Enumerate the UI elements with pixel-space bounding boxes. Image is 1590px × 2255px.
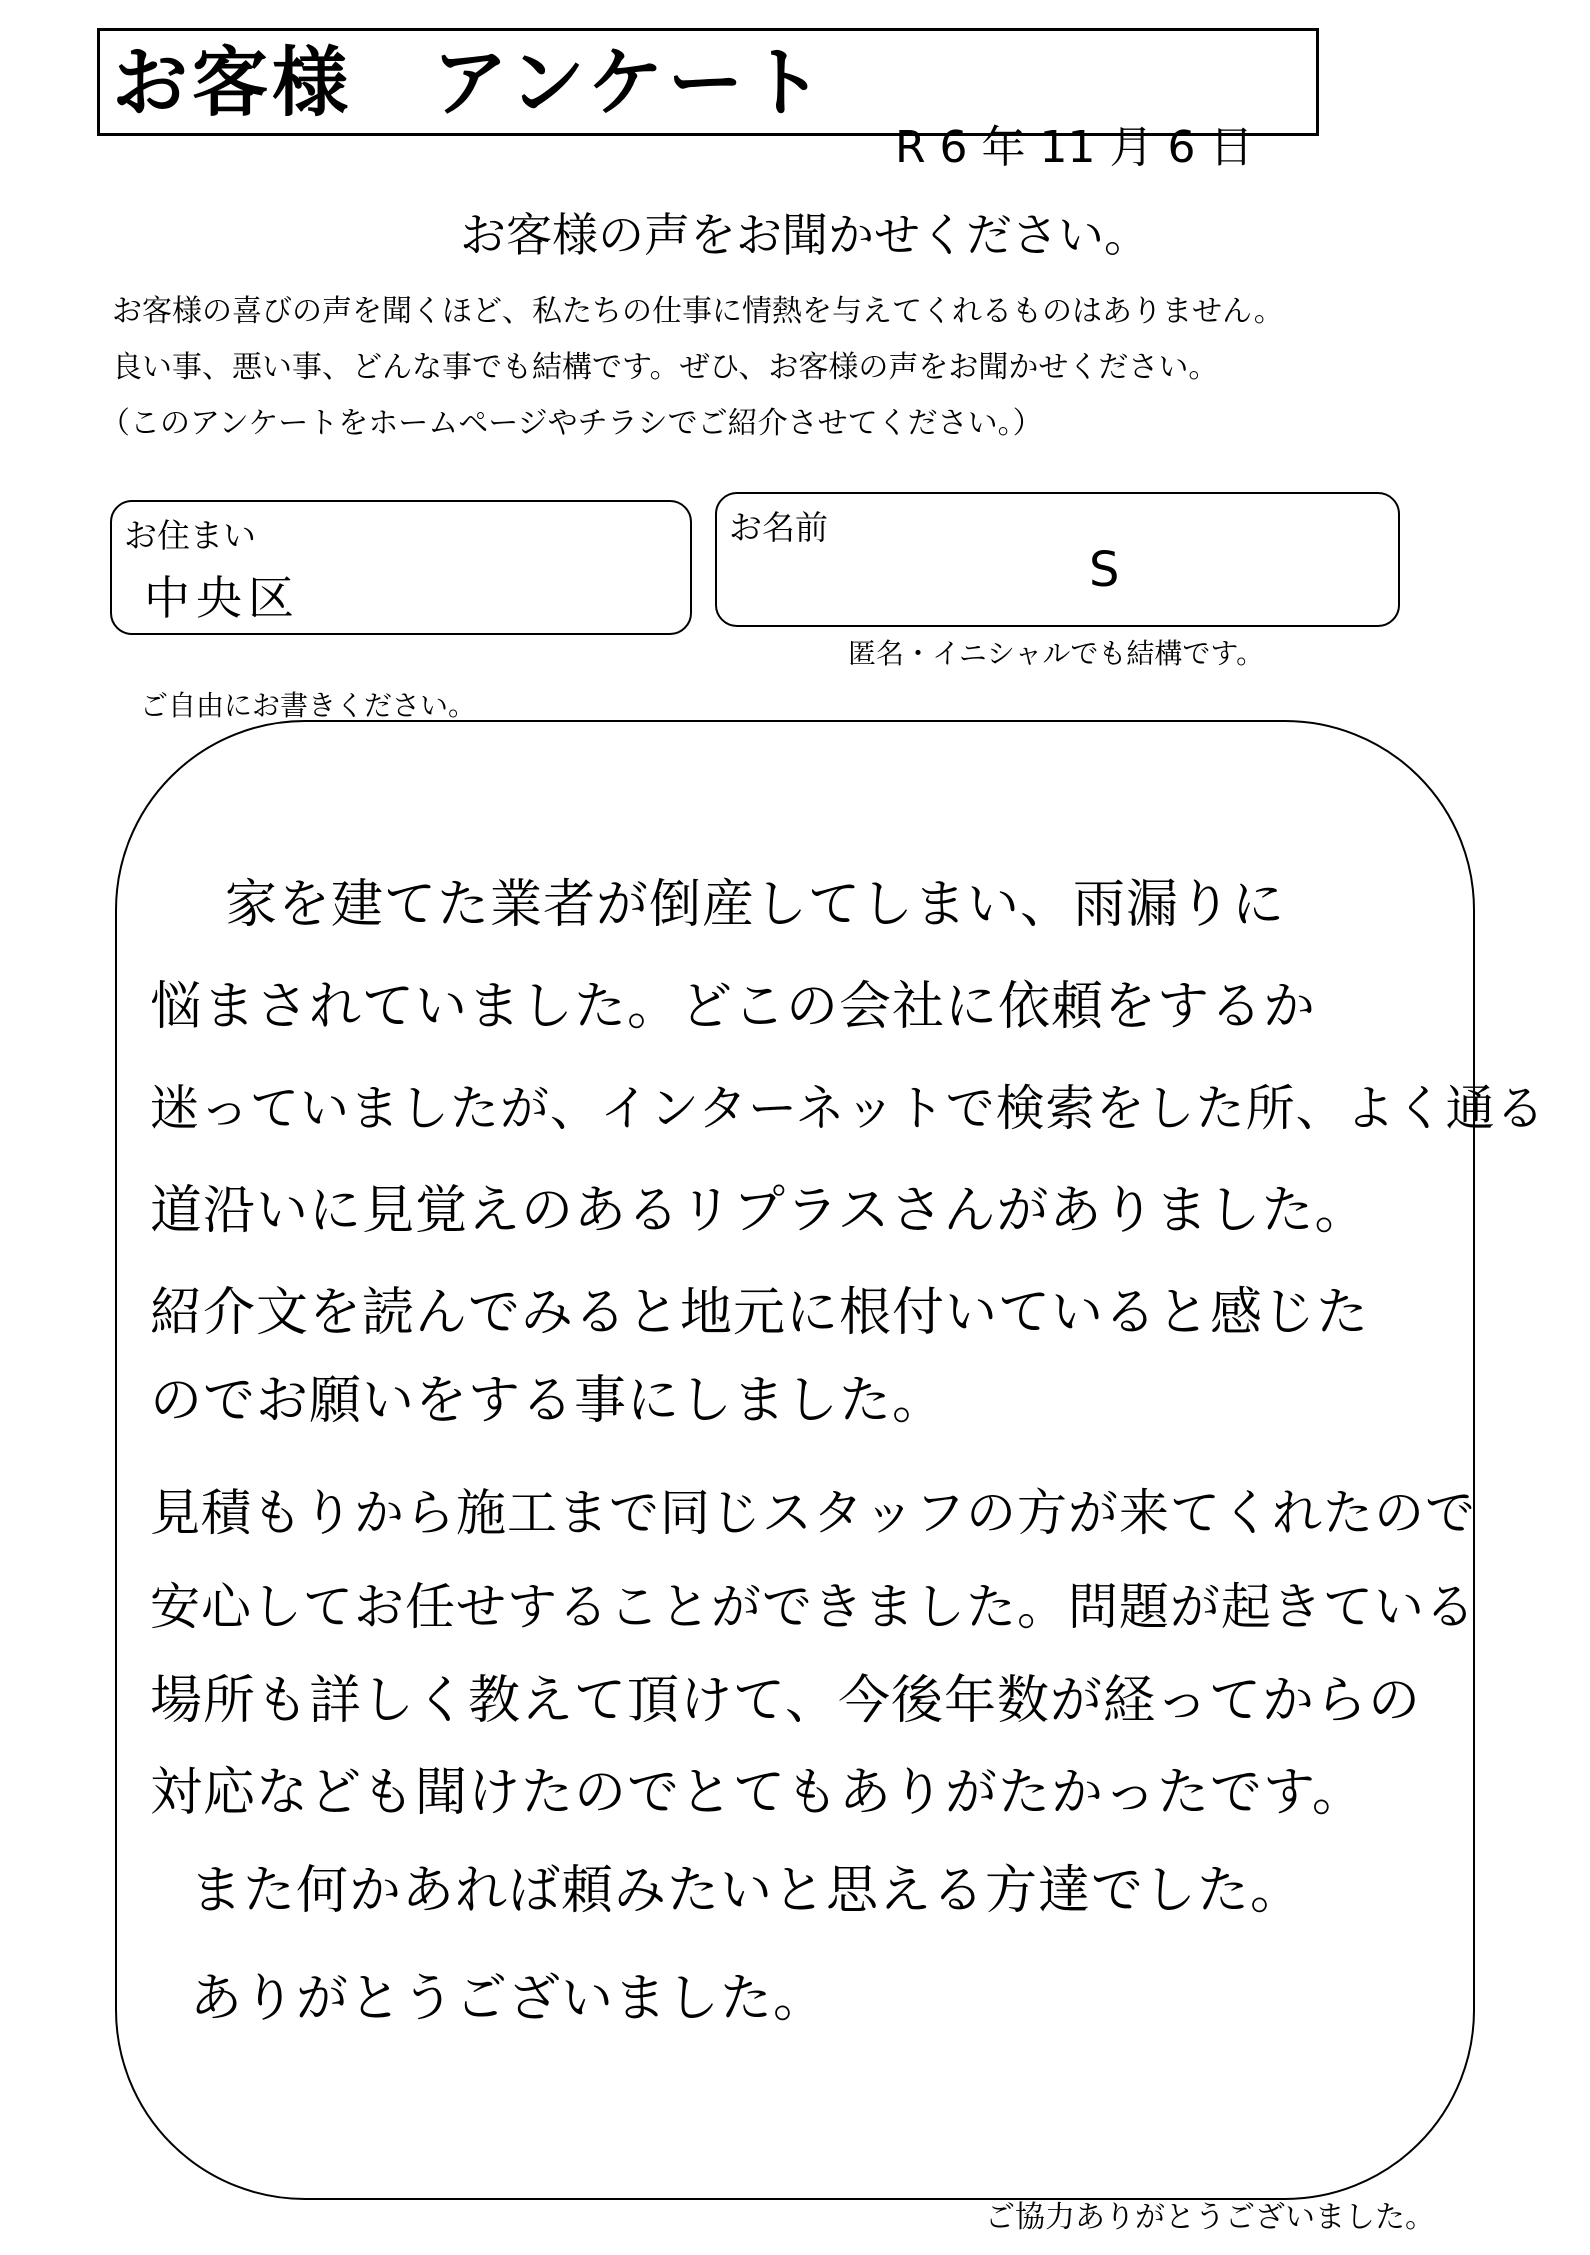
comment-line-1: 家を建てた業者が倒産してしまい、雨漏りに xyxy=(225,875,1286,935)
intro-line-2: 良い事、悪い事、どんな事でも結構です。ぜひ、お客様の声をお聞かせください。 xyxy=(112,350,1219,385)
comment-line-5: 紹介文を読んでみると地元に根付いていると感じた xyxy=(150,1283,1370,1343)
residence-label: お住まい xyxy=(124,516,256,555)
comment-line-8: 安心してお任せすることができました。問題が起きている xyxy=(150,1578,1476,1636)
comment-line-6: のでお願いをする事にしました。 xyxy=(150,1371,946,1431)
comment-line-3: 迷っていましたが、インターネットで検索をした所、よく通る xyxy=(150,1080,1546,1137)
residence-value: 中央区 xyxy=(144,571,300,625)
survey-date: R 6 年 11 月 6 日 xyxy=(895,122,1254,173)
subtitle: お客様の声をお聞かせください。 xyxy=(460,208,1150,262)
intro-line-1: お客様の喜びの声を聞くほど、私たちの仕事に情熱を与えてくれるものはありません。 xyxy=(112,294,1284,329)
comment-line-11: また何かあれば頼みたいと思える方達でした。 xyxy=(190,1861,1304,1921)
comment-line-10: 対応なども聞けたのでとてもありがたかったです。 xyxy=(150,1763,1365,1823)
comment-line-12: ありがとうございました。 xyxy=(190,1969,827,2029)
free-comment-label: ご自由にお書きください。 xyxy=(140,689,477,722)
comment-line-7: 見積もりから施工まで同じスタッフの方が来てくれたので xyxy=(150,1484,1476,1542)
name-box xyxy=(715,492,1400,627)
residence-box xyxy=(110,500,692,635)
anonymous-note: 匿名・イニシャルでも結構です。 xyxy=(848,637,1265,670)
comment-line-9: 場所も詳しく教えて頂けて、今後年数が経ってからの xyxy=(150,1671,1421,1731)
intro-line-3: （このアンケートをホームページやチラシでご紹介させてください。） xyxy=(100,406,1043,441)
page-title: お客様 アンケート xyxy=(112,38,828,127)
name-label: お名前 xyxy=(729,508,828,547)
name-value: S xyxy=(1089,542,1120,598)
comment-line-4: 道沿いに見覚えのあるリプラスさんがありました。 xyxy=(150,1181,1368,1241)
comment-line-2: 悩まされていました。どこの会社に依頼をするか xyxy=(150,977,1317,1037)
footer-thanks: ご協力ありがとうございました。 xyxy=(985,2200,1435,2235)
